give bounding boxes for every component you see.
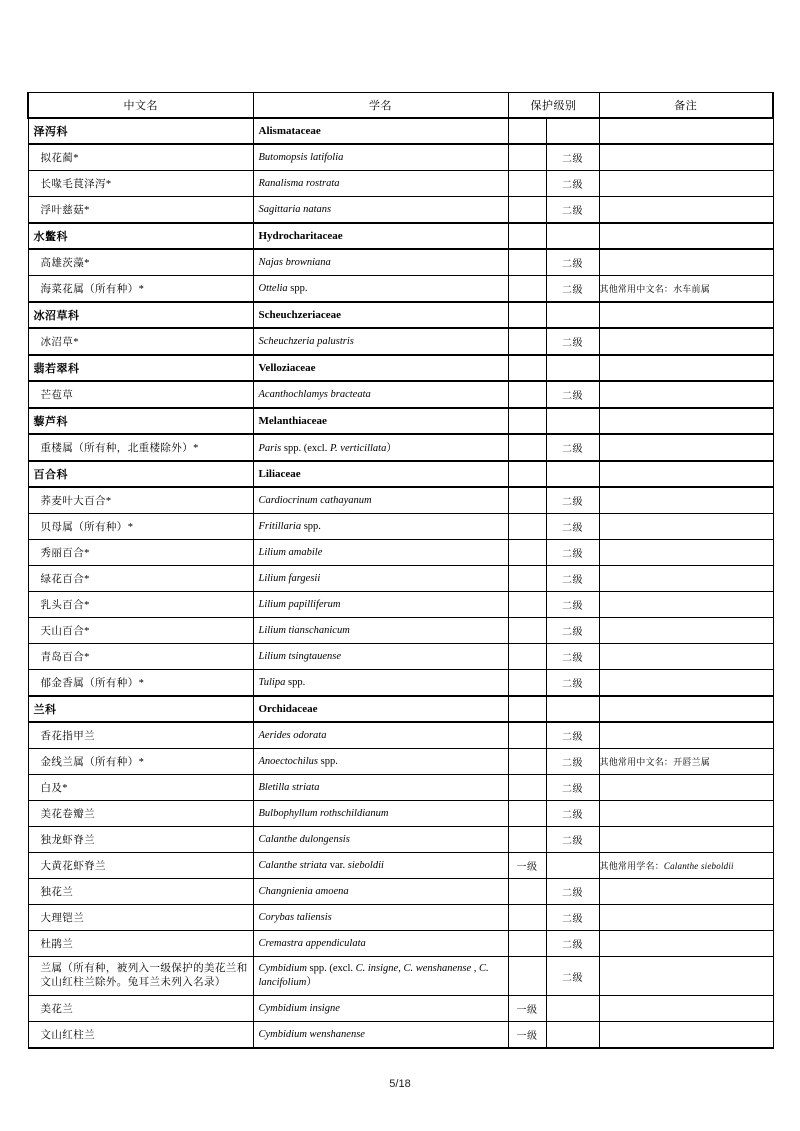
protection-level-2-cell	[546, 696, 599, 722]
header-protection-level: 保护级别	[508, 93, 599, 119]
species-scientific-name: Ottelia spp.	[253, 276, 508, 303]
remarks-cell	[599, 434, 773, 461]
remarks-cell	[599, 801, 773, 827]
species-chinese-name: 兰属（所有种，被列入一级保护的美花兰和文山红柱兰除外。兔耳兰未列入名录）	[28, 957, 253, 996]
species-row	[28, 514, 773, 540]
family-chinese-name: 藜芦科	[28, 408, 253, 434]
protection-level-2-cell: 二级	[546, 249, 599, 276]
species-scientific-name: Lilium fargesii	[253, 566, 508, 592]
protected-plants-table-container	[27, 92, 772, 1049]
remarks-cell	[599, 355, 773, 381]
protection-level-1-cell	[508, 749, 546, 775]
remarks-cell	[599, 408, 773, 434]
remarks-text: 其他常用中文名：开唇兰属	[599, 757, 710, 767]
species-row	[28, 618, 773, 644]
species-scientific-name: Lilium tsingtauense	[253, 644, 508, 670]
protection-level-1-cell	[508, 223, 546, 249]
species-chinese-name: 金线兰属（所有种）*	[28, 749, 253, 775]
protection-level-1-cell	[508, 905, 546, 931]
protection-level-1-cell	[508, 644, 546, 670]
species-chinese-name: 独花兰	[28, 879, 253, 905]
species-chinese-name: 浮叶慈菇*	[28, 197, 253, 224]
remarks-cell	[599, 487, 773, 514]
remarks-cell	[599, 461, 773, 487]
species-scientific-name: Scheuchzeria palustris	[253, 328, 508, 355]
header-row	[28, 93, 773, 119]
species-scientific-name: Paris spp. (excl. P. verticillata）	[253, 434, 508, 461]
protection-level-2-cell	[546, 408, 599, 434]
header-remarks: 备注	[599, 93, 773, 119]
protection-level-1-cell	[508, 879, 546, 905]
species-chinese-name: 美花卷瓣兰	[28, 801, 253, 827]
species-chinese-name: 白及*	[28, 775, 253, 801]
protection-level-1-cell	[508, 540, 546, 566]
family-chinese-name: 冰沼草科	[28, 302, 253, 328]
protection-level-1-cell	[508, 434, 546, 461]
species-scientific-name: Fritillaria spp.	[253, 514, 508, 540]
species-chinese-name: 海菜花属（所有种）*	[28, 276, 253, 303]
species-row	[28, 249, 773, 276]
protection-level-2-cell: 二级	[546, 618, 599, 644]
remarks-text: 其他常用学名：	[599, 861, 664, 871]
table-body	[28, 118, 773, 1048]
species-chinese-name: 芒苞草	[28, 381, 253, 408]
remarks-cell	[599, 197, 773, 224]
protection-level-1-cell	[508, 197, 546, 224]
species-row	[28, 276, 773, 303]
species-chinese-name: 长喙毛茛泽泻*	[28, 171, 253, 197]
protection-level-1-cell	[508, 171, 546, 197]
species-scientific-name: Cremastra appendiculata	[253, 931, 508, 957]
protection-level-1-cell	[508, 144, 546, 171]
protection-level-1-cell	[508, 775, 546, 801]
protection-level-1-cell	[508, 487, 546, 514]
family-row	[28, 461, 773, 487]
protection-level-2-cell: 二级	[546, 957, 599, 996]
protection-level-1-cell	[508, 302, 546, 328]
species-scientific-name: Calanthe dulongensis	[253, 827, 508, 853]
protection-level-1-cell	[508, 722, 546, 749]
protection-level-2-cell	[546, 461, 599, 487]
species-chinese-name: 天山百合*	[28, 618, 253, 644]
species-row	[28, 644, 773, 670]
remarks-cell	[599, 931, 773, 957]
species-scientific-name: Corybas taliensis	[253, 905, 508, 931]
page-number: 5/18	[389, 1078, 411, 1090]
species-chinese-name: 冰沼草*	[28, 328, 253, 355]
protection-level-1-cell	[508, 618, 546, 644]
remarks-cell	[599, 514, 773, 540]
protection-level-2-cell	[546, 302, 599, 328]
species-row	[28, 749, 773, 775]
species-chinese-name: 高雄茨藻*	[28, 249, 253, 276]
remarks-cell	[599, 223, 773, 249]
family-chinese-name: 翡若翠科	[28, 355, 253, 381]
species-chinese-name: 杜鹃兰	[28, 931, 253, 957]
species-scientific-name: Lilium amabile	[253, 540, 508, 566]
family-scientific-name: Orchidaceae	[253, 696, 508, 722]
species-row	[28, 905, 773, 931]
protection-level-2-cell	[546, 853, 599, 879]
remarks-cell	[599, 644, 773, 670]
protection-level-2-cell: 二级	[546, 381, 599, 408]
family-scientific-name: Alismataceae	[253, 118, 508, 144]
protection-level-1-cell	[508, 408, 546, 434]
species-scientific-name: Bulbophyllum rothschildianum	[253, 801, 508, 827]
species-chinese-name: 重楼属（所有种，北重楼除外）*	[28, 434, 253, 461]
species-scientific-name: Acanthochlamys bracteata	[253, 381, 508, 408]
remarks-cell	[599, 775, 773, 801]
species-row	[28, 879, 773, 905]
species-scientific-name: Cardiocrinum cathayanum	[253, 487, 508, 514]
species-row	[28, 853, 773, 879]
remarks-cell	[599, 957, 773, 996]
protection-level-1-cell	[508, 461, 546, 487]
protection-level-2-cell: 二级	[546, 328, 599, 355]
protection-level-2-cell	[546, 1022, 599, 1049]
remarks-cell	[599, 302, 773, 328]
remarks-cell	[599, 276, 773, 303]
species-chinese-name: 大黄花虾脊兰	[28, 853, 253, 879]
protection-level-2-cell: 二级	[546, 540, 599, 566]
family-row	[28, 355, 773, 381]
protection-level-2-cell: 二级	[546, 434, 599, 461]
species-chinese-name: 秀丽百合*	[28, 540, 253, 566]
species-row	[28, 996, 773, 1022]
protection-level-1-cell	[508, 566, 546, 592]
species-chinese-name: 郁金香属（所有种）*	[28, 670, 253, 697]
protection-level-1-cell: 一级	[508, 1022, 546, 1049]
species-row	[28, 328, 773, 355]
remarks-cell	[599, 853, 773, 879]
species-row	[28, 171, 773, 197]
protection-level-2-cell: 二级	[546, 670, 599, 697]
protection-level-1-cell	[508, 249, 546, 276]
remarks-cell	[599, 670, 773, 697]
species-row	[28, 144, 773, 171]
remarks-cell	[599, 540, 773, 566]
family-row	[28, 408, 773, 434]
protection-level-1-cell	[508, 931, 546, 957]
protection-level-2-cell: 二级	[546, 827, 599, 853]
protection-level-2-cell: 二级	[546, 514, 599, 540]
species-row	[28, 1022, 773, 1049]
family-scientific-name: Scheuchzeriaceae	[253, 302, 508, 328]
header-chinese-name: 中文名	[28, 93, 253, 119]
species-scientific-name: Anoectochilus spp.	[253, 749, 508, 775]
species-row	[28, 801, 773, 827]
protection-level-2-cell: 二级	[546, 566, 599, 592]
family-row	[28, 696, 773, 722]
protection-level-1-cell	[508, 670, 546, 697]
protection-level-2-cell	[546, 355, 599, 381]
family-scientific-name: Velloziaceae	[253, 355, 508, 381]
protection-level-1-cell	[508, 827, 546, 853]
family-chinese-name: 泽泻科	[28, 118, 253, 144]
species-row	[28, 197, 773, 224]
species-row	[28, 957, 773, 996]
protection-level-2-cell: 二级	[546, 801, 599, 827]
protection-level-1-cell	[508, 355, 546, 381]
species-scientific-name: Sagittaria natans	[253, 197, 508, 224]
species-scientific-name: Cymbidium wenshanense	[253, 1022, 508, 1049]
species-scientific-name: Lilium tianschanicum	[253, 618, 508, 644]
remarks-cell	[599, 696, 773, 722]
protection-level-2-cell: 二级	[546, 592, 599, 618]
species-scientific-name: Najas browniana	[253, 249, 508, 276]
protection-level-1-cell	[508, 328, 546, 355]
protection-level-2-cell: 二级	[546, 197, 599, 224]
species-scientific-name: Tulipa spp.	[253, 670, 508, 697]
family-row	[28, 302, 773, 328]
remarks-cell	[599, 879, 773, 905]
family-chinese-name: 水鳖科	[28, 223, 253, 249]
species-row	[28, 487, 773, 514]
protection-level-1-cell	[508, 514, 546, 540]
protection-level-2-cell: 二级	[546, 644, 599, 670]
species-chinese-name: 绿花百合*	[28, 566, 253, 592]
remarks-cell	[599, 1022, 773, 1049]
remarks-cell	[599, 144, 773, 171]
family-scientific-name: Hydrocharitaceae	[253, 223, 508, 249]
table-header	[28, 93, 773, 119]
species-chinese-name: 文山红柱兰	[28, 1022, 253, 1049]
species-scientific-name: Cymbidium insigne	[253, 996, 508, 1022]
protection-level-2-cell	[546, 118, 599, 144]
protection-level-2-cell	[546, 996, 599, 1022]
species-chinese-name: 拟花蔺*	[28, 144, 253, 171]
remarks-cell	[599, 827, 773, 853]
species-scientific-name: Aerides odorata	[253, 722, 508, 749]
protection-level-2-cell: 二级	[546, 749, 599, 775]
species-row	[28, 931, 773, 957]
species-row	[28, 775, 773, 801]
protection-level-2-cell: 二级	[546, 931, 599, 957]
remarks-cell	[599, 592, 773, 618]
remarks-cell	[599, 381, 773, 408]
species-chinese-name: 香花指甲兰	[28, 722, 253, 749]
species-chinese-name: 青岛百合*	[28, 644, 253, 670]
protection-level-1-cell	[508, 801, 546, 827]
protection-level-2-cell: 二级	[546, 775, 599, 801]
protection-level-1-cell: 一级	[508, 853, 546, 879]
species-chinese-name: 大理铠兰	[28, 905, 253, 931]
protection-level-1-cell	[508, 957, 546, 996]
remarks-cell	[599, 905, 773, 931]
species-scientific-name: Changnienia amoena	[253, 879, 508, 905]
family-chinese-name: 兰科	[28, 696, 253, 722]
species-row	[28, 592, 773, 618]
remarks-text: 其他常用中文名：水车前属	[599, 284, 710, 294]
species-scientific-name: Cymbidium spp. (excl. C. insigne, C. wenshanense , C. lancifolium）	[253, 957, 508, 996]
protection-level-2-cell: 二级	[546, 905, 599, 931]
protection-level-2-cell: 二级	[546, 144, 599, 171]
species-chinese-name: 荞麦叶大百合*	[28, 487, 253, 514]
remarks-cell	[599, 722, 773, 749]
protection-level-1-cell	[508, 118, 546, 144]
species-chinese-name: 乳头百合*	[28, 592, 253, 618]
species-scientific-name: Butomopsis latifolia	[253, 144, 508, 171]
protection-level-1-cell	[508, 276, 546, 303]
species-scientific-name: Bletilla striata	[253, 775, 508, 801]
species-row	[28, 381, 773, 408]
species-chinese-name: 美花兰	[28, 996, 253, 1022]
protection-level-1-cell	[508, 592, 546, 618]
protection-level-2-cell	[546, 223, 599, 249]
header-scientific-name: 学名	[253, 93, 508, 119]
species-scientific-name: Calanthe striata var. sieboldii	[253, 853, 508, 879]
remarks-cell	[599, 249, 773, 276]
remarks-cell	[599, 328, 773, 355]
family-row	[28, 223, 773, 249]
remarks-scientific-name: Calanthe sieboldii	[663, 861, 734, 871]
family-chinese-name: 百合科	[28, 461, 253, 487]
protection-level-2-cell: 二级	[546, 722, 599, 749]
protection-level-1-cell: 一级	[508, 996, 546, 1022]
family-scientific-name: Liliaceae	[253, 461, 508, 487]
protected-plants-table	[27, 92, 774, 1049]
species-row	[28, 434, 773, 461]
remarks-cell	[599, 618, 773, 644]
species-scientific-name: Ranalisma rostrata	[253, 171, 508, 197]
family-scientific-name: Melanthiaceae	[253, 408, 508, 434]
species-scientific-name: Lilium papilliferum	[253, 592, 508, 618]
species-row	[28, 722, 773, 749]
remarks-cell	[599, 566, 773, 592]
species-row	[28, 540, 773, 566]
protection-level-2-cell: 二级	[546, 276, 599, 303]
protection-level-1-cell	[508, 381, 546, 408]
species-row	[28, 670, 773, 697]
remarks-cell	[599, 996, 773, 1022]
protection-level-2-cell: 二级	[546, 171, 599, 197]
species-row	[28, 566, 773, 592]
species-row	[28, 827, 773, 853]
remarks-cell	[599, 171, 773, 197]
species-chinese-name: 贝母属（所有种）*	[28, 514, 253, 540]
species-chinese-name: 独龙虾脊兰	[28, 827, 253, 853]
protection-level-2-cell: 二级	[546, 879, 599, 905]
remarks-cell	[599, 749, 773, 775]
remarks-cell	[599, 118, 773, 144]
family-row	[28, 118, 773, 144]
protection-level-2-cell: 二级	[546, 487, 599, 514]
protection-level-1-cell	[508, 696, 546, 722]
